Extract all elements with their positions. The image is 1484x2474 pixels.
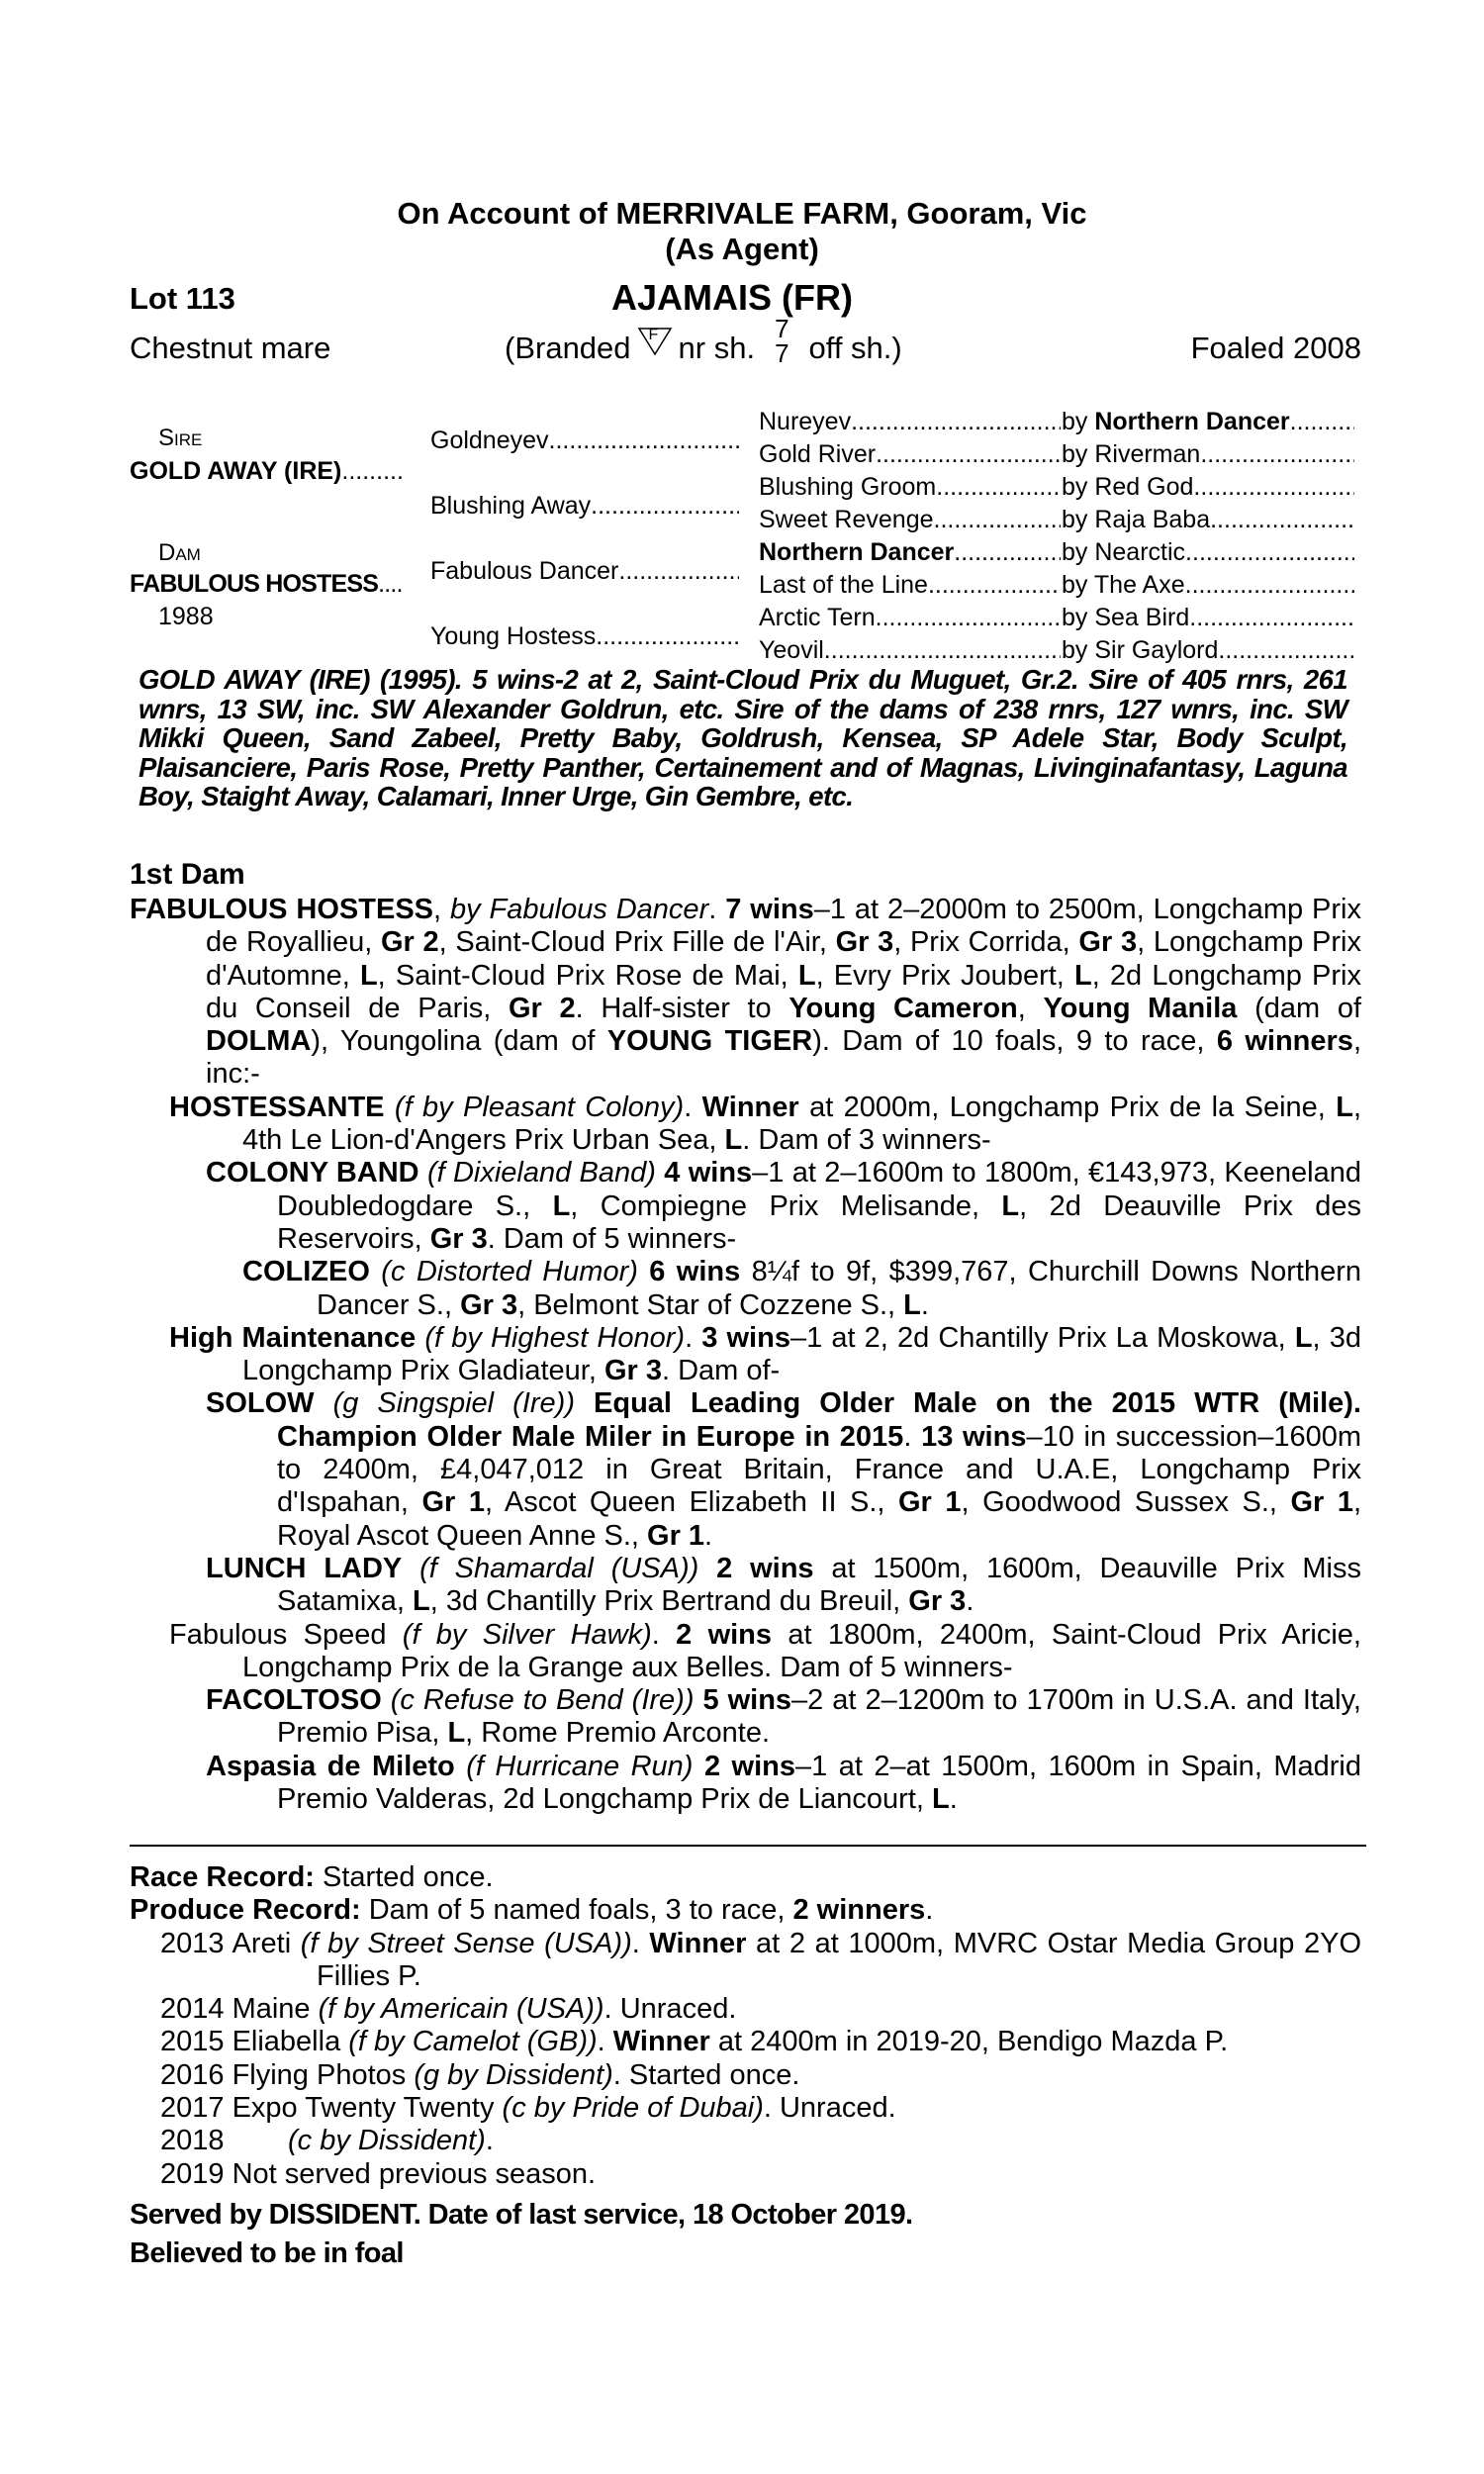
bold-text: HOSTESSANTE [169, 1091, 385, 1123]
text: Dam of 5 named foals, 3 to race, [360, 1894, 793, 1927]
italic-text: (g Singspiel (Ire)) [332, 1387, 575, 1420]
bold-text: Winner [649, 1927, 747, 1959]
bold-text: L [1074, 959, 1092, 992]
bold-text: Produce Record: [130, 1894, 361, 1927]
bold-text: Gr 3 [460, 1288, 518, 1321]
foal-status: Believed to be in foal [130, 2237, 404, 2270]
progeny-entry [130, 1553, 1361, 1619]
text: . Dam of 5 winners- [487, 1222, 737, 1255]
text: –1 at 2, 2d Chantilly Prix La Moskowa, [789, 1321, 1295, 1354]
produce-record [130, 1894, 1361, 2191]
great-great-grandsire: by Northern Dancer ..... [1062, 406, 1354, 438]
bold-text: Gr 1 [898, 1486, 962, 1519]
sire-label: Sire [158, 425, 203, 451]
bold-text: 2 wins [716, 1552, 814, 1584]
horse-name: AJAMAIS (FR) [611, 277, 853, 318]
great-great-grandsire: by Riverman ..... [1062, 438, 1354, 471]
bold-text: 2 winners [792, 1894, 926, 1927]
bold-text: COLONY BAND [206, 1157, 419, 1189]
text: . [485, 2125, 494, 2157]
text: . [949, 1783, 958, 1816]
bold-text: L [797, 959, 816, 992]
text: , 2d Deauville Prix des Reservoirs, [277, 1189, 1361, 1255]
text: 2019 Not served previous season. [160, 2157, 597, 2190]
text: , 3d Chantilly Prix Bertrand du Breuil, [429, 1585, 909, 1618]
dam-year: 1988 [158, 603, 214, 630]
bold-text: FABULOUS HOSTESS [130, 894, 433, 925]
text: –1 at 2–1600m to 1800m, €143,973, Keeneland Doubledogdare S., [277, 1157, 1362, 1222]
bold-text: Young Cameron [788, 992, 1018, 1024]
text: , Longchamp Prix d'Automne, [206, 926, 1361, 992]
bold-text: Gr 3 [429, 1222, 488, 1255]
text: Fabulous Speed [169, 1618, 403, 1651]
bold-text: L [552, 1189, 571, 1222]
text: , Evry Prix Joubert, [815, 959, 1074, 992]
text: . [708, 894, 726, 925]
italic-text: (c Distorted Humor) [381, 1256, 638, 1288]
bold-text: Gr 1 [647, 1519, 705, 1552]
great-great-grandsire: by Raja Baba ..... [1062, 504, 1354, 536]
text: , Saint-Cloud Prix Rose de Mai, [377, 959, 798, 992]
text: (dam of [1237, 992, 1362, 1024]
text: 2013 Areti [160, 1927, 301, 1959]
text: at 2 at 1000m, MVRC Ostar Media Group 2YO Fillies P. [317, 1927, 1362, 1992]
bold-text: Young Manila [1043, 992, 1238, 1024]
section-divider [130, 1845, 1366, 1847]
bold-text: Gr 1 [421, 1486, 485, 1519]
italic-text: (f by Pleasant Colony) [394, 1091, 685, 1123]
text: 8¼f to 9f, $399,767, Churchill Downs Northern Dancer S., [317, 1256, 1361, 1321]
bold-text: Aspasia de Mileto [206, 1750, 455, 1782]
great-great-grandsire: by Nearctic ..... [1062, 536, 1354, 569]
grandparent: Young Hostess ..... [430, 620, 739, 653]
text: at 2000m, Longchamp Prix de la Seine, [798, 1091, 1337, 1123]
text [382, 1684, 391, 1716]
italic-text: (f by Street Sense (USA)) [300, 1927, 632, 1959]
italic-text: (g by Dissident) [414, 2058, 613, 2091]
brand-mid: nr sh. [678, 331, 756, 365]
text: at 1800m, 2400m, Saint-Cloud Prix Aricie, Longchamp Prix de la Grange aux Belles. Dam of 5 winners- [242, 1618, 1361, 1683]
bold-text: Gr 3 [1078, 926, 1138, 959]
text [638, 1256, 649, 1287]
italic-text: by Fabulous Dancer [449, 894, 709, 925]
sire-name: GOLD AWAY (IRE) ..... [130, 455, 405, 488]
italic-text: (c by Dissident) [287, 2125, 486, 2157]
progeny-entry [130, 1619, 1361, 1685]
text [416, 1322, 424, 1354]
bold-text: 7 wins [725, 894, 814, 925]
text: –1 at 2–2000m to 2500m, Longchamp Prix de Royallieu, [206, 894, 1361, 959]
text: . [704, 1519, 713, 1552]
produce-foal [130, 2125, 1361, 2157]
text: , 3d Longchamp Prix Gladiateur, [242, 1321, 1361, 1387]
text: . [597, 2026, 613, 2058]
bold-text: L [1001, 1189, 1020, 1222]
grandparent: Blushing Away ..... [430, 490, 739, 523]
bold-text: 2 wins [676, 1618, 773, 1651]
text: , Prix Corrida, [893, 926, 1079, 959]
text: –1 at 2–at 1500m, 1600m in Spain, Madrid Premio Valderas, 2d Longchamp Prix de Liancourt, [277, 1750, 1361, 1816]
agent-note: (As Agent) [665, 232, 819, 266]
bold-text: Gr 1 [1290, 1486, 1353, 1519]
progeny-entry [130, 1387, 1361, 1552]
text: 2016 Flying Photos [160, 2058, 415, 2091]
bold-text: 4 wins [664, 1157, 753, 1189]
race-record [130, 1861, 1361, 1894]
bold-text: FACOLTOSO [206, 1684, 382, 1717]
brand-suffix: off sh.) [808, 331, 902, 365]
great-grandparent: Northern Dancer ..... [759, 536, 1061, 569]
great-great-grandsire: by The Axe ..... [1062, 569, 1354, 602]
progeny-entry [130, 1751, 1361, 1817]
text: , [1017, 992, 1044, 1024]
bold-text: LUNCH LADY [206, 1552, 403, 1584]
bold-text: COLIZEO [242, 1256, 370, 1288]
text: , Rome Premio Arconte. [465, 1717, 771, 1750]
text: . Dam of 3 winners- [742, 1124, 991, 1157]
bold-text: L [413, 1585, 430, 1618]
text: . Started once. [612, 2058, 800, 2091]
text [455, 1751, 466, 1782]
text [315, 1387, 333, 1419]
bold-text: Winner [701, 1091, 799, 1123]
bold-text: L [1336, 1091, 1353, 1123]
bold-text: SOLOW [206, 1387, 315, 1420]
bold-text: L [932, 1783, 950, 1816]
great-grandparent: Arctic Tern ..... [759, 602, 1061, 634]
text: –2 at 2–1200m to 1700m in U.S.A. and Italy, Premio Pisa, [277, 1684, 1361, 1750]
bold-text: L [359, 959, 378, 992]
text: . [651, 1618, 677, 1651]
italic-text: (f Dixieland Band) [426, 1157, 656, 1189]
text: , Ascot Queen Elizabeth II S., [484, 1486, 898, 1519]
italic-text: (f by Camelot (GB)) [348, 2026, 598, 2058]
horse-description: Chestnut mare [130, 331, 331, 365]
grandparent: Fabulous Dancer ..... [430, 555, 739, 588]
text: . Half-sister to [575, 992, 789, 1024]
great-great-grandsire: by Sir Gaylord ..... [1062, 634, 1354, 667]
text: 2014 Maine [160, 1993, 319, 2026]
bold-text: Gr 3 [908, 1585, 967, 1618]
italic-text: (f by Americain (USA)) [318, 1993, 604, 2026]
text: , Belmont Star of Cozzene S., [517, 1288, 904, 1321]
first-dam-heading: 1st Dam [130, 858, 245, 891]
pedigree-table [0, 0, 1484, 693]
bold-text: DOLMA [206, 1025, 312, 1058]
great-grandparent: Gold River ..... [759, 438, 1061, 471]
text: at 1500m, 1600m, Deauville Prix Miss Satamixa, [277, 1552, 1361, 1618]
progeny-entry [130, 1256, 1361, 1322]
bold-text: L [724, 1124, 743, 1157]
text: , inc:- [206, 1025, 1361, 1091]
text [693, 1751, 703, 1782]
text [419, 1157, 427, 1189]
text: , Royal Ascot Queen Anne S., [277, 1486, 1362, 1552]
produce-foal [130, 2092, 1361, 2125]
great-great-grandsire: by Red God ..... [1062, 471, 1354, 504]
bold-text: 6 winners [1216, 1025, 1353, 1058]
text: 2015 Eliabella [160, 2026, 349, 2058]
italic-text: (c Refuse to Bend (Ire)) [390, 1684, 695, 1717]
foaled-year: Foaled 2008 [1190, 331, 1361, 365]
progeny-entry [130, 1157, 1361, 1256]
text: 2017 Expo Twenty Twenty [160, 2092, 503, 2125]
dam-label: Dam [158, 539, 201, 566]
great-great-grandsire: by Sea Bird ..... [1062, 602, 1354, 634]
bold-text: Gr 3 [603, 1355, 662, 1387]
great-grandparent: Blushing Groom ..... [759, 471, 1061, 504]
bold-text: L [447, 1717, 466, 1750]
progeny-entry [130, 1684, 1361, 1751]
text: . [903, 1420, 922, 1453]
text: , Compiegne Prix Melisande, [570, 1189, 1002, 1222]
text [575, 1387, 594, 1419]
text [402, 1553, 419, 1584]
text: . [920, 1288, 929, 1321]
bold-text: L [1294, 1321, 1313, 1354]
progeny-entry [130, 1322, 1361, 1388]
text: . Unraced. [603, 1993, 737, 2026]
italic-text: (c by Pride of Dubai) [502, 2092, 764, 2125]
race-record-value: Started once. [314, 1861, 494, 1893]
italic-text: (f Hurricane Run) [466, 1750, 694, 1782]
great-grandparent: Sweet Revenge ..... [759, 504, 1061, 536]
bold-text: 5 wins [702, 1684, 792, 1717]
bold-text: Equal Leading Older Male on the 2015 WTR (Mile). Champion Older Male Miler in Europe in 2015 [277, 1387, 1361, 1453]
great-grandparent: Last of the Line ..... [759, 569, 1061, 602]
text: , Goodwood Sussex S., [961, 1486, 1291, 1519]
text: , Saint-Cloud Prix Fille de l'Air, [438, 926, 836, 959]
brand-num-top: 7 [775, 314, 789, 343]
text: –10 in succession–1600m to 2400m, £4,047,012 in Great Britain, France and U.A.E, Longchamp Prix d'Ispahan, [277, 1420, 1362, 1519]
bold-text: Gr 2 [508, 992, 576, 1024]
brand-letter: F [648, 327, 659, 343]
bold-text: Gr 3 [835, 926, 894, 959]
text: 2018 [160, 2125, 288, 2157]
bold-text: Winner [612, 2026, 710, 2058]
lot-number: Lot 113 [130, 281, 235, 316]
bold-text: L [903, 1288, 921, 1321]
text: . [684, 1091, 702, 1123]
text: . Unraced. [763, 2092, 896, 2125]
text: , 4th Le Lion-d'Angers Prix Urban Sea, [242, 1091, 1361, 1157]
bold-text: 2 wins [703, 1750, 795, 1782]
bold-text: Gr 2 [380, 926, 439, 959]
text: . [925, 1894, 934, 1927]
produce-foal [130, 2158, 1361, 2191]
service-note: Served by DISSIDENT. Date of last service, 18 October 2019. [130, 2198, 913, 2231]
brand-prefix: (Branded [505, 331, 631, 365]
bold-text: High Maintenance [169, 1321, 417, 1354]
text: at 2400m in 2019-20, Bendigo Mazda P. [709, 2026, 1229, 2058]
bold-text: 13 wins [921, 1420, 1027, 1453]
progeny-entry [130, 1092, 1361, 1158]
text: . [631, 1927, 650, 1959]
text [370, 1256, 381, 1287]
text: , [433, 894, 450, 925]
text: . [966, 1585, 974, 1618]
bold-text: 3 wins [701, 1321, 790, 1354]
produce-foal [130, 2059, 1361, 2092]
grandparent: Goldneyev ..... [430, 425, 739, 457]
text: , 2d Longchamp Prix du Conseil de Paris, [206, 959, 1361, 1024]
text [698, 1553, 716, 1584]
great-grandparent: Nureyev ..... [759, 406, 1061, 438]
first-dam-entry [130, 894, 1361, 1092]
bold-text: 6 wins [649, 1256, 741, 1288]
bold-text: YOUNG TIGER [606, 1025, 813, 1058]
first-dam-section [130, 894, 1361, 1816]
italic-text: (f by Highest Honor) [424, 1321, 686, 1354]
great-grandparent: Yeovil ..... [759, 634, 1061, 667]
produce-foal [130, 1928, 1361, 1994]
produce-foal [130, 2026, 1361, 2058]
italic-text: (f by Silver Hawk) [402, 1618, 652, 1651]
italic-text: (f Shamardal (USA)) [419, 1552, 699, 1584]
text: ), Youngolina (dam of [311, 1025, 607, 1058]
sire-summary: GOLD AWAY (IRE) (1995). 5 wins-2 at 2, Saint-Cloud Prix du Muguet, Gr.2. Sire of 405 rnrs, 261 wnrs, 13 SW, inc. SW Alexander Goldrun, etc. Sire of the dams of 238 rnrs, 127 wnrs, inc. SW Mikki Queen, Sand Zabeel, Pretty Baby, Goldrush, Kensea, SP Adele Star, Body Sculpt, Plaisanciere, Paris Rose, Pretty Panther, Certainement and of Magnas, Livinginafantasy, Laguna Boy, Staight Away, Calamari, Inner Urge, Gin Gembre, etc. [139, 664, 1347, 812]
race-record-label: Race Record: [130, 1861, 315, 1893]
text: . Dam of- [661, 1355, 781, 1387]
text [385, 1092, 395, 1123]
brand-num-bottom: 7 [775, 338, 789, 368]
dam-name: FABULOUS HOSTESS ..... [130, 568, 405, 601]
produce-foal [130, 1993, 1361, 2026]
produce-summary [130, 1894, 1361, 1927]
text: ). Dam of 10 foals, 9 to race, [812, 1025, 1217, 1058]
records-section [130, 1861, 1361, 2271]
vendor-heading: On Account of MERRIVALE FARM, Gooram, Vic [397, 196, 1087, 231]
text: . [685, 1321, 702, 1354]
